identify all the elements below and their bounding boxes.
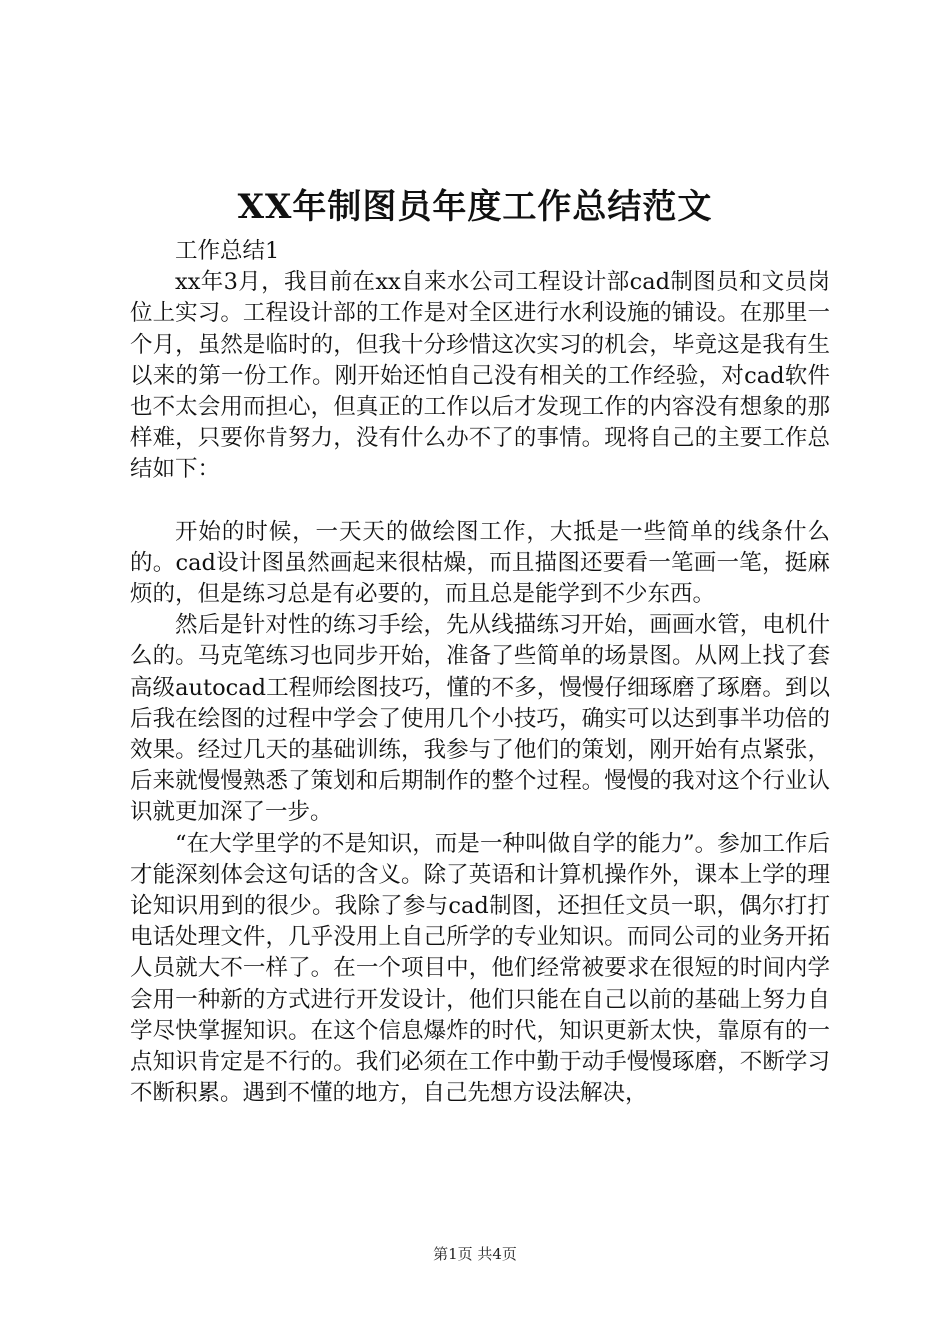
paragraph-hand-drawing: 然后是针对性的练习手绘，先从线描练习开始，画画水管，电机什么的。马克笔练习也同步开始，准备了些简单的场景图。从网上找了套高级autocad工程师绘图技巧，懂的不多，慢慢仔细琢磨了琢磨。到以后我在绘图的过程中学会了使用几个小技巧，确实可以达到事半功倍的效果。经过几天的基础训练，我参与了他们的策划，刚开始有点紧张，后来就慢慢熟悉了策划和后期制作的整个过程。慢慢的我对这个行业认识就更加深了一步。 xyxy=(130,612,830,826)
paragraph-drawing-start: 开始的时候，一天天的做绘图工作，大抵是一些简单的线条什么的。cad设计图虽然画起来很枯燥，而且描图还要看一笔画一笔，挺麻烦的，但是练习总是有必要的，而且总是能学到不少东西。 xyxy=(130,518,830,608)
page-footer: 第1页 共4页 xyxy=(433,1245,517,1263)
section-heading: 工作总结1 xyxy=(175,238,280,264)
document-title: XX年制图员年度工作总结范文 xyxy=(237,187,713,227)
document-body xyxy=(130,236,830,1109)
paragraph-self-learning: “在大学里学的不是知识，而是一种叫做自学的能力”。参加工作后才能深刻体会这句话的含义。除了英语和计算机操作外，课本上学的理论知识用到的很少。我除了参与cad制图，还担任文员一职，偶尔打打电话处理文件，几乎没用上自己所学的专业知识。而同公司的业务开拓人员就大不一样了。在一个项目中，他们经常被要求在很短的时间内学会用一种新的方式进行开发设计，他们只能在自己以前的基础上努力自学尽快掌握知识。在这个信息爆炸的时代，知识更新太快，靠原有的一点知识肯定是不行的。我们必须在工作中勤于动手慢慢琢磨，不断学习不断积累。遇到不懂的地方，自己先想方设法解决， xyxy=(130,830,830,1107)
paragraph-intro: xx年3月，我目前在xx自来水公司工程设计部cad制图员和文员岗位上实习。工程设计部的工作是对全区进行水利设施的铺设。在那里一个月，虽然是临时的，但我十分珍惜这次实习的机会，毕竟这是我有生以来的第一份工作。刚开始还怕自己没有相关的工作经验，对cad软件也不太会用而担心，但真正的工作以后才发现工作的内容没有想象的那样难，只要你肯努力，没有什么办不了的事情。现将自己的主要工作总结如下： xyxy=(130,269,830,483)
